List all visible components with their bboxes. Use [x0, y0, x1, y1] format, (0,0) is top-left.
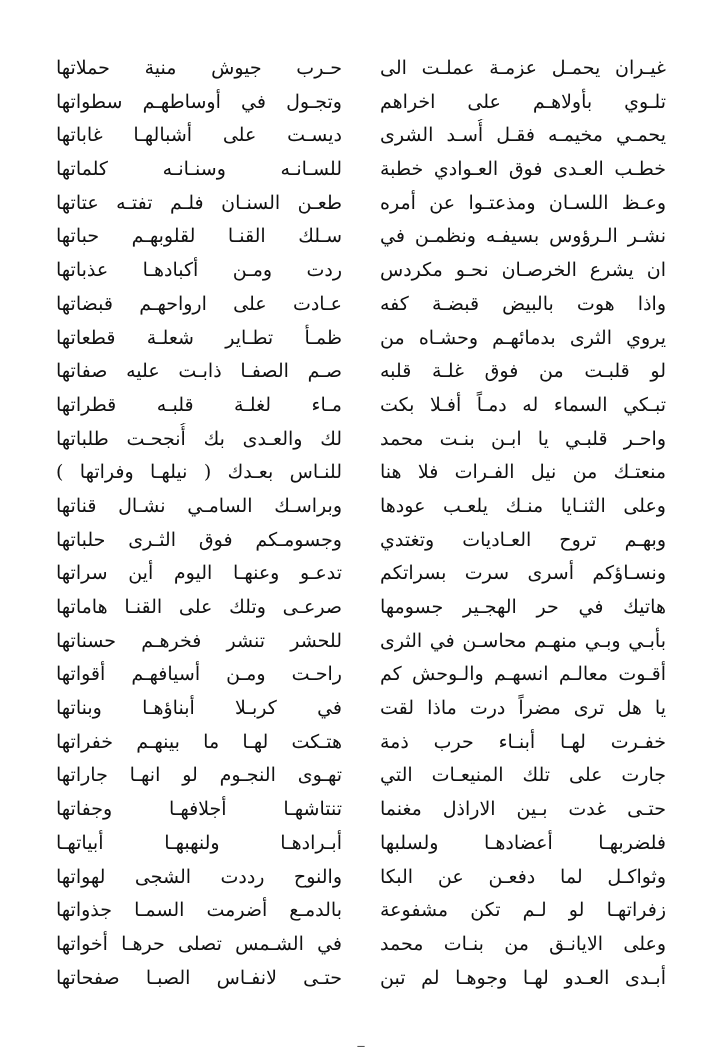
- verse-first-hemistich: ان يشرع الخرصـان نحـو مكردس: [380, 259, 666, 282]
- verse-first-hemistich: ونسـاؤكم أسرى سرت بسراتكم: [380, 562, 666, 585]
- verse-second-hemistich: طعـن السنـان فلـم تفتـه عتاتها: [56, 191, 342, 214]
- verse-line: [56, 423, 666, 457]
- verse-line: [56, 86, 666, 120]
- verse-first-hemistich: وعلى الثنـايا منـك يلعـب عودها: [380, 494, 666, 517]
- verse-line: [56, 322, 666, 356]
- verse-first-hemistich: يروي الثرى بدمائهـم وحشـاه من: [380, 326, 666, 349]
- verse-line: [56, 220, 666, 254]
- verse-second-hemistich: للسـانـه وسنـانـه كلماتها: [56, 158, 342, 181]
- verse-first-hemistich: خطـب العـدى فوق العـوادي خطبة: [380, 158, 666, 181]
- verse-second-hemistich: سـلك القنـا لقلوبهـم حباتها: [56, 225, 342, 248]
- verse-first-hemistich: جارت على تلك المنيعـات التي: [380, 764, 666, 787]
- verse-first-hemistich: بأبـي وبـي منهـم محاسـن في الثرى: [380, 629, 666, 652]
- verse-line: [56, 288, 666, 322]
- verse-first-hemistich: أبـدى العـدو لهـا وجوهـا لم تبن: [380, 966, 666, 989]
- verse-second-hemistich: للنـاس بعـدك ( نيلهـا وفراتها ): [56, 461, 342, 484]
- verse-line: [56, 490, 666, 524]
- verse-second-hemistich: صرعـى وتلك على القنـا هاماتها: [56, 596, 342, 618]
- verse-second-hemistich: وتجـول في أوساطهـم سطواتها: [56, 90, 342, 113]
- verse-second-hemistich: وجسومـكم فوق الثـرى حلباتها: [56, 528, 342, 551]
- verse-first-hemistich: يا هل ترى مضراً درت ماذا لقت: [380, 697, 666, 720]
- verse-first-hemistich: واذا هوت بالبيض قبضـة كفه: [380, 292, 666, 315]
- verse-second-hemistich: وبراسـك السامـي نشـال قناتها: [56, 494, 342, 517]
- verse-second-hemistich: في كربـلا أبناؤهـا وبناتها: [56, 697, 342, 720]
- verse-line: [56, 894, 666, 928]
- verse-second-hemistich: في الشـمس تصلى حرهـا أخواتها: [56, 932, 342, 955]
- verse-first-hemistich: حتـى غدت بـين الاراذل مغنما: [380, 798, 666, 821]
- poem-body: [56, 52, 666, 995]
- verse-second-hemistich: مـاء لغلـة قلبـه قطراتها: [56, 393, 342, 416]
- verse-line: [56, 119, 666, 153]
- verse-second-hemistich: راحـت ومـن أسيافهـم أقواتها: [56, 663, 342, 686]
- verse-first-hemistich: غيـران يحمـل عزمـة عملـت الى: [380, 57, 666, 79]
- verse-line: [56, 456, 666, 490]
- verse-line: [56, 658, 666, 692]
- verse-second-hemistich: عـادت على ارواحهـم قبضاتها: [56, 292, 342, 315]
- verse-second-hemistich: لك والعـدى بك أُنجحـت طلباتها: [56, 427, 342, 450]
- verse-first-hemistich: واحـر قلبـي يا ابـن بنـت محمد: [380, 427, 666, 450]
- verse-line: [56, 726, 666, 760]
- verse-second-hemistich: ردت ومـن أكبادهـا عذباتها: [56, 259, 342, 282]
- verse-first-hemistich: فلضربهـا أعضادهـا ولسلبها: [380, 831, 666, 854]
- verse-second-hemistich: حتـى لانفـاس الصبـا صفحاتها: [56, 966, 342, 989]
- verse-line: [56, 692, 666, 726]
- verse-second-hemistich: للحشر تنشر فخرهـم حسناتها: [56, 629, 342, 652]
- verse-second-hemistich: بالدمـع أضرمت السمـا جذواتها: [56, 899, 342, 922]
- verse-first-hemistich: نشـر الـرؤوس بسيفـه ونظمـن في: [380, 225, 666, 248]
- verse-first-hemistich: زفراتهـا لو لـم تكن مشفوعة: [380, 899, 666, 922]
- verse-line: [56, 557, 666, 591]
- verse-line: [56, 827, 666, 861]
- verse-first-hemistich: أقـوت معالـم انسهـم والـوحش كم: [380, 663, 666, 686]
- verse-line: [56, 254, 666, 288]
- verse-line: [56, 153, 666, 187]
- verse-first-hemistich: هاتيك في حر الهجـير جسومها: [380, 596, 666, 618]
- verse-first-hemistich: تبـكي السماء له دمـاً أفـلا بكت: [380, 393, 666, 416]
- page-number: ــ: [357, 1036, 365, 1050]
- verse-line: [56, 524, 666, 558]
- verse-line: [56, 928, 666, 962]
- verse-first-hemistich: وبهـم تروح العـاديات وتغتدي: [380, 528, 666, 551]
- verse-second-hemistich: ديسـت على أشبالهـا غاباتها: [56, 124, 342, 147]
- verse-second-hemistich: هتـكت لهـا ما بينهـم خفراتها: [56, 730, 342, 753]
- verse-second-hemistich: تهـوى النجـوم لو انهـا جاراتها: [56, 764, 342, 787]
- verse-line: [56, 962, 666, 996]
- verse-second-hemistich: تدعـو وعنهـا اليوم أين سراتها: [56, 562, 342, 585]
- verse-line: [56, 793, 666, 827]
- verse-first-hemistich: تلـوي بأولاهـم على اخراهم: [380, 90, 666, 113]
- verse-first-hemistich: يحمـي مخيمـه فقـل أُسـد الشرى: [380, 124, 666, 147]
- verse-line: [56, 355, 666, 389]
- verse-line: [56, 591, 666, 625]
- verse-line: [56, 187, 666, 221]
- verse-line: [56, 759, 666, 793]
- verse-line: [56, 52, 666, 86]
- verse-first-hemistich: لو قلبـت من فوق غلـة قلبه: [380, 360, 666, 383]
- verse-second-hemistich: تنتاشهـا أجلافهـا وجفاتها: [56, 798, 342, 821]
- verse-first-hemistich: وعـظ اللسـان ومذعتـوا عن أمره: [380, 191, 666, 214]
- verse-first-hemistich: منعتـك من نيل الفـرات فلا هنا: [380, 461, 666, 484]
- verse-line: [56, 389, 666, 423]
- verse-second-hemistich: ظمـأ تطـاير شعلـة قطعاتها: [56, 326, 342, 349]
- verse-line: [56, 625, 666, 659]
- verse-second-hemistich: والنوح رددت الشجى لهواتها: [56, 865, 342, 888]
- verse-first-hemistich: وثواكـل لما دفعـن عن البكا: [380, 865, 666, 888]
- verse-second-hemistich: أبـرادهـا ولنهبهـا أبياتهـا: [56, 831, 342, 854]
- verse-second-hemistich: صـم الصفـا ذابـت عليه صفاتها: [56, 360, 342, 383]
- verse-second-hemistich: حـرب جيوش منية حملاتها: [56, 57, 342, 79]
- verse-first-hemistich: وعلى الايانـق من بنـات محمد: [380, 932, 666, 955]
- verse-line: [56, 861, 666, 895]
- verse-first-hemistich: خفـرت لهـا أبنـاء حرب ذمة: [380, 730, 666, 753]
